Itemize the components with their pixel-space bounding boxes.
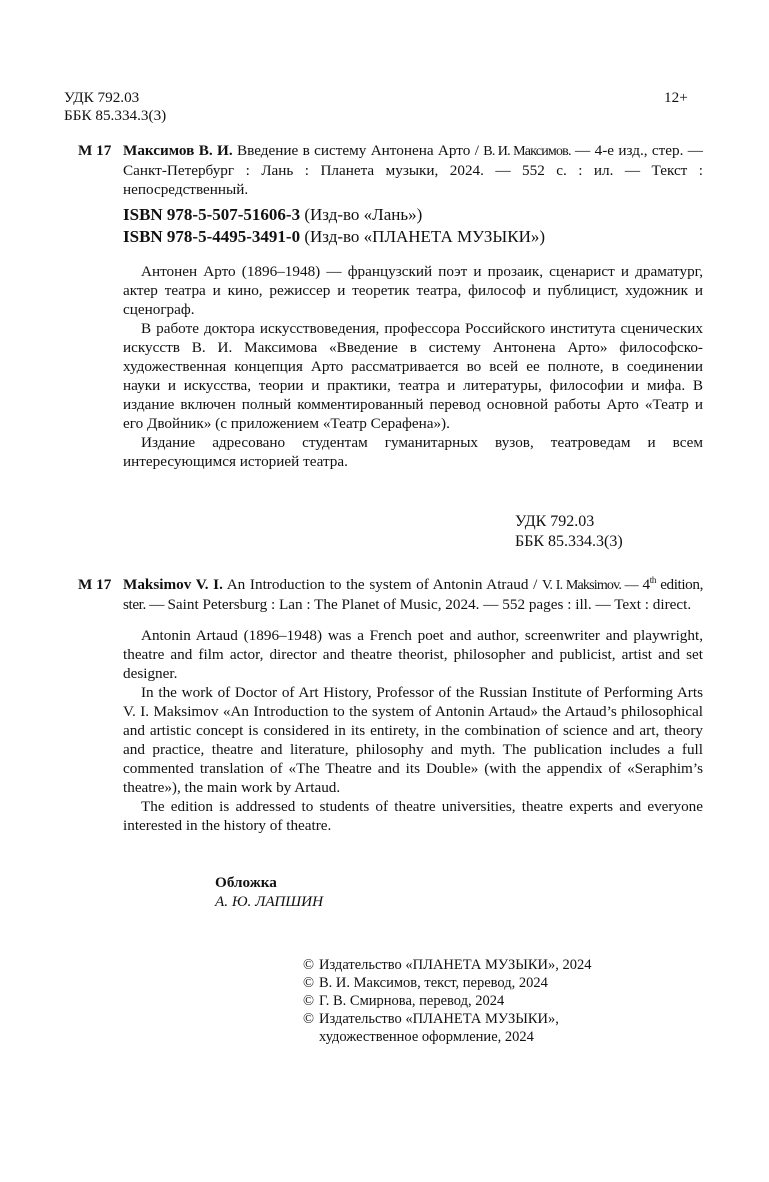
annotation-ru-paragraph: Издание адресовано студентам гуманитарных вузов, театроведам и всем интересующимся историей театра. (123, 434, 703, 470)
copyright-symbol: © (303, 993, 315, 1009)
entry-ru-title: Введение в систему Антонена Арто / (232, 142, 484, 159)
cover-label: Обложка (215, 874, 277, 891)
isbn-1-publisher: (Изд-во «Лань») (300, 205, 423, 224)
age-rating: 12+ (664, 89, 688, 106)
copyright-block (303, 956, 592, 1046)
entry-en-publication: Saint Petersburg : Lan : The Planet of Music, 2024. — 552 pages : ill. — Text : direct. (167, 596, 692, 613)
copyright-line (303, 974, 592, 992)
copyright-text: Издательство «ПЛАНЕТА МУЗЫКИ», (319, 1011, 559, 1027)
annotation-en-paragraph: Antonin Artaud (1896–1948) was a French poet and author, screenwriter and playwright, theatre and film actor, director and theatre theorist, philosopher and publicist, artist and set designer. (123, 627, 703, 682)
header-udk: УДК 792.03 (64, 89, 140, 106)
copyright-line (303, 992, 592, 1010)
isbn-block (123, 204, 545, 248)
annotation-ru (123, 262, 703, 471)
isbn-line-2 (123, 226, 545, 248)
isbn-1-number: ISBN 978-5-507-51606-3 (123, 205, 301, 224)
isbn-2-publisher: (Изд-во «ПЛАНЕТА МУЗЫКИ») (300, 227, 546, 246)
copyright-line (303, 956, 592, 974)
entry-en-responsibility: V. I. Maksimov. — (541, 578, 638, 593)
annotation-ru-paragraph: В работе доктора искусствоведения, профессора Российского института сценических искусств В. И. Максимова «Введение в систему Антонена Арто» философско-художественная концепция Арто рассматривается во всей ее полноте, в соединении науки и искусства, теории и практики, театра и литературы, философии и мифа. В издание включен полный комментированный перевод основной работы Арто «Театр и его Двойник» (с приложением «Театр Серафена»). (123, 320, 703, 432)
copyright-symbol: © (303, 957, 315, 973)
entry-ru-publication: — 4-е изд., стер. — Санкт-Петербург : Лань : Планета музыки, 2024. — 552 с. : ил. — Текст : непосредственный. (123, 142, 703, 198)
annotation-ru-paragraph: Антонен Арто (1896–1948) — французский поэт и прозаик, сценарист и драматург, актер театра и кино, режиссер и теоретик театра, философ и публицист, художник и сценограф. (123, 263, 703, 318)
entry-ru-author: Максимов В. И. (123, 142, 233, 159)
annotation-en-paragraph: In the work of Doctor of Art History, Professor of the Russian Institute of Performing Arts V. I. Maksimov «An Introduction to the system of Antonin Artaud» the Artaud’s philosophical and artistic concept is considered in its entirety, in the combination of science and art, theory and practice, theatre and literature, philosophy and myth. The publication includes a full commented translation of «The Theatre and its Double» (with the appendix of «Seraphim’s theatre»), the main work by Artaud. (123, 684, 703, 796)
classification-udk: УДК 792.03 (515, 513, 595, 530)
copyright-line (303, 1010, 592, 1028)
edition-suffix: th (649, 574, 656, 585)
annotation-en-paragraph: The edition is addressed to students of theatre universities, theatre experts and everyone interested in the history of theatre. (123, 798, 703, 834)
entry-en-description (123, 575, 703, 614)
entry-ru-description (123, 141, 703, 199)
entry-ru-responsibility: В. И. Максимов. (483, 144, 571, 159)
entry-ru-code: М 17 (78, 142, 112, 159)
copyright-symbol: © (303, 1011, 315, 1027)
copyright-text: Г. В. Смирнова, перевод, 2024 (319, 993, 505, 1009)
classification-bbk: ББК 85.334.3(3) (515, 533, 623, 550)
copyright-symbol: © (303, 975, 315, 991)
entry-en-code: М 17 (78, 576, 112, 593)
header-bbk: ББК 85.334.3(3) (64, 107, 167, 124)
cover-artist: А. Ю. ЛАПШИН (215, 893, 324, 910)
isbn-2-number: ISBN 978-5-4495-3491-0 (123, 227, 301, 246)
entry-en-author: Maksimov V. I. (123, 576, 223, 593)
edition-rest: edition, ster. — (123, 576, 703, 613)
copyright-continuation: художественное оформление, 2024 (319, 1029, 534, 1045)
entry-en-title: An Introduction to the system of Antonin Atraud / (222, 576, 542, 593)
copyright-text: Издательство «ПЛАНЕТА МУЗЫКИ», 2024 (319, 957, 592, 973)
annotation-en (123, 626, 703, 835)
copyright-text: В. И. Максимов, текст, перевод, 2024 (319, 975, 548, 991)
edition-number: 4 (642, 576, 650, 593)
isbn-line-1 (123, 204, 545, 226)
